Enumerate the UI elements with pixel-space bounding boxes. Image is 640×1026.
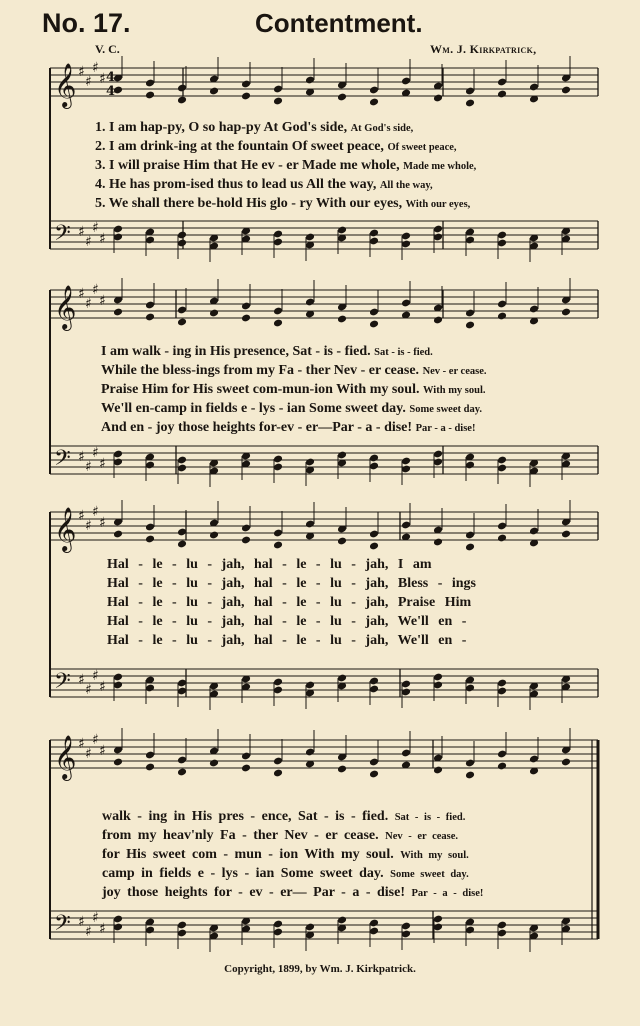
verse-3-line-3: Hal - le - lu - jah, hal - le - lu - jah, Praise Him [107,595,472,610]
note-head [369,320,379,329]
sharp-icon: ♯ [99,679,106,695]
treble-clef-icon: 𝄞 [54,63,77,107]
sharp-icon: ♯ [78,286,85,302]
composer-credit: Wm. J. Kirkpatrick, [430,42,537,56]
note-head [497,762,507,771]
note-head [273,97,283,106]
note-head [465,543,475,552]
sharp-icon: ♯ [85,74,92,90]
note-head [145,91,155,100]
verse-4-line-2: We'll en-camp in fields e - lys - ian Some sweet day. Some sweet day. [101,401,483,416]
sharp-icon: ♯ [92,60,99,76]
sharp-icon: ♯ [92,732,99,748]
sharp-icon: ♯ [85,924,92,940]
verse-3-line-1: 3. I will praise Him that He ev - er Made me whole, Made me whole, [95,158,477,173]
sharp-icon: ♯ [85,746,92,762]
treble-clef-icon: 𝄞 [54,507,77,551]
sharp-icon: ♯ [99,515,106,531]
hymn-title: Contentment. [255,8,423,38]
sharp-icon: ♯ [99,71,106,87]
verse-2-line-2: While the bless-ings from my Fa - ther Nev - er cease. Nev - er cease. [101,363,487,378]
note-head [177,318,187,327]
time-signature-icon: 4 [106,84,116,99]
sharp-icon: ♯ [92,282,99,298]
note-head [337,765,347,774]
note-head [465,771,475,780]
bass-clef-icon: 𝄢 [54,446,71,476]
verse-1-line-3: Hal - le - lu - jah, hal - le - lu - jah, I am [107,557,432,572]
sharp-icon: ♯ [92,445,99,461]
sharp-icon: ♯ [85,296,92,312]
note-head [113,308,123,317]
verse-2-line-1: 2. I am drink-ing at the fountain Of sweet peace, Of sweet peace, [95,139,457,154]
hymn-number: No. 17. [42,8,131,38]
note-head [497,90,507,99]
sharp-icon: ♯ [92,910,99,926]
note-head [369,770,379,779]
note-head [561,530,571,539]
sharp-icon: ♯ [78,224,85,240]
sharp-icon: ♯ [78,914,85,930]
note-head [241,536,251,545]
note-head [337,93,347,102]
sharp-icon: ♯ [85,518,92,534]
sharp-icon: ♯ [78,508,85,524]
note-head [273,769,283,778]
verse-4-line-3: Hal - le - lu - jah, hal - le - lu - jah, We'll en - [107,614,467,629]
note-head [337,537,347,546]
verse-1-line-2: I am walk - ing in His presence, Sat - is - fied. Sat - is - fied. [101,344,433,359]
note-head [433,94,443,103]
verse-4-line-1: 4. He has prom-ised thus to lead us All the way, All the way, [95,177,433,192]
verse-5-line-4: joy those heights for - ev - er— Par - a - dise! Par - a - dise! [102,885,484,900]
sharp-icon: ♯ [99,456,106,472]
note-head [433,316,443,325]
sharp-icon: ♯ [85,234,92,250]
sharp-icon: ♯ [78,736,85,752]
verse-5-line-2: And en - joy those heights for-ev - er—Par - a - dise! Par - a - dise! [101,420,476,435]
note-head [273,541,283,550]
note-head [561,86,571,95]
bass-clef-icon: 𝄢 [54,911,71,941]
verse-1-line-4: walk - ing in His pres - ence, Sat - is - fied. Sat - is - fied. [102,809,466,824]
sharp-icon: ♯ [78,64,85,80]
note-head [369,542,379,551]
note-head [145,763,155,772]
treble-clef-icon: 𝄞 [54,285,77,329]
verse-2-line-4: from my heav'nly Fa - ther Nev - er cease. Nev - er cease. [102,828,459,843]
verse-3-line-2: Praise Him for His sweet com-mun-ion With my soul. With my soul. [101,382,486,397]
sharp-icon: ♯ [99,293,106,309]
note-head [209,87,219,96]
note-head [177,96,187,105]
sharp-icon: ♯ [99,743,106,759]
sharp-icon: ♯ [78,672,85,688]
note-head [241,764,251,773]
note-head [433,766,443,775]
sharp-icon: ♯ [99,921,106,937]
sharp-icon: ♯ [92,504,99,520]
note-head [465,321,475,330]
note-head [113,530,123,539]
sharp-icon: ♯ [78,449,85,465]
sharp-icon: ♯ [85,682,92,698]
note-head [337,315,347,324]
time-signature-icon: 4 [106,70,116,85]
verse-1-line-1: 1. I am hap-py, O so hap-py At God's side, At God's side, [95,120,414,135]
note-head [241,314,251,323]
note-head [497,534,507,543]
verse-4-line-4: camp in fields e - lys - ian Some sweet day. Some sweet day. [102,866,469,881]
note-head [497,312,507,321]
copyright-notice: Copyright, 1899, by Wm. J. Kirkpatrick. [224,963,416,975]
note-head [209,309,219,318]
bass-clef-icon: 𝄢 [54,221,71,251]
note-head [145,535,155,544]
verse-5-line-1: 5. We shall there be-hold His glo - ry With our eyes, With our eyes, [95,196,471,211]
meter-label: V. C. [95,42,120,56]
note-head [273,319,283,328]
note-head [145,313,155,322]
note-head [209,759,219,768]
verse-5-line-3: Hal - le - lu - jah, hal - le - lu - jah, We'll en - [107,633,467,648]
note-head [561,758,571,767]
note-head [465,99,475,108]
sharp-icon: ♯ [92,668,99,684]
note-head [177,540,187,549]
verse-2-line-3: Hal - le - lu - jah, hal - le - lu - jah, Bless - ings [107,576,477,591]
note-head [561,308,571,317]
note-head [209,531,219,540]
note-head [241,92,251,101]
verse-3-line-4: for His sweet com - mun - ion With my soul. With my soul. [102,847,469,862]
sharp-icon: ♯ [85,459,92,475]
sharp-icon: ♯ [99,231,106,247]
bass-clef-icon: 𝄢 [54,669,71,699]
note-head [369,98,379,107]
note-head [177,768,187,777]
note-head [433,538,443,547]
note-head [113,758,123,767]
sharp-icon: ♯ [92,220,99,236]
treble-clef-icon: 𝄞 [54,735,77,779]
